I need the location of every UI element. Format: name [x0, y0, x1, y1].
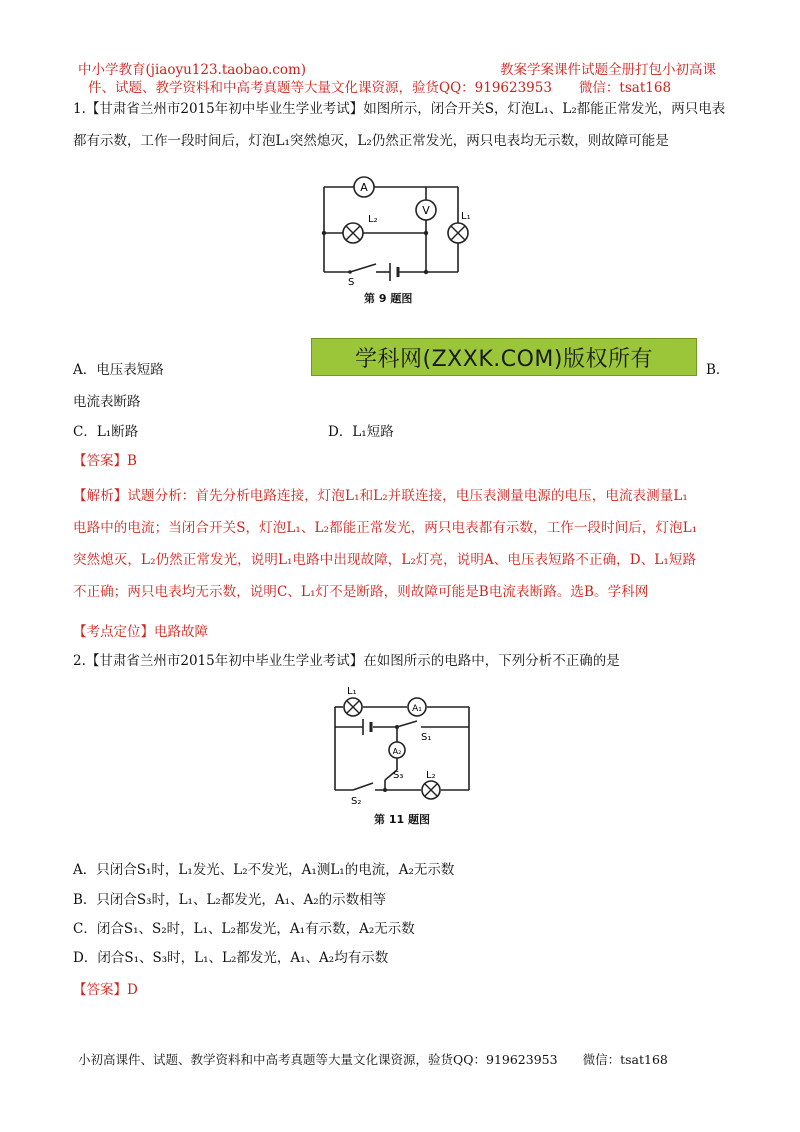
q1-figure-caption: 第 9 题图: [364, 292, 413, 305]
q1-answer: 【答案】B: [73, 453, 137, 469]
q2-label-s2: S₂: [351, 796, 362, 807]
q1-option-b-tail: 电流表断路: [73, 394, 141, 410]
q1-analysis-line4: 不正确；两只电表均无示数，说明C、L₁灯不是断路，则故障可能是B电流表断路。选B。学科网: [73, 584, 649, 600]
q2-label-a2: A₂: [392, 747, 402, 756]
copyright-watermark: 学科网(ZXXK.COM)版权所有: [311, 338, 697, 376]
q2-option-d: D．闭合S₁、S₃时，L₁、L₂都发光，A₁、A₂均有示数: [73, 950, 389, 966]
header-right-line2: 件、试题、教学资料和中高考真题等大量文化课资源，验货QQ：919623953 微信：tsat168: [88, 80, 672, 96]
q1-stem-line2: 都有示数，工作一段时间后，灯泡L₁突然熄灭，L₂仍然正常发光，两只电表均无示数，则故障可能是: [73, 133, 669, 149]
page-footer: 小初高课件、试题、教学资料和中高考真题等大量文化课资源，验货QQ：919623953 微信：tsat168: [78, 1052, 668, 1067]
q2-answer: 【答案】D: [73, 982, 138, 998]
q2-stem: 2.【甘肃省兰州市2015年初中毕业生学业考试】在如图所示的电路中，下列分析不正确的是: [73, 653, 620, 669]
header-left: 中小学教育(jiaoyu123.taobao.com): [78, 62, 307, 78]
q2-label-s3: S₃: [393, 770, 404, 781]
q1-analysis-line2: 电路中的电流；当闭合开关S，灯泡L₁、L₂都能正常发光，两只电表都有示数，工作一段时间后，灯泡L₁: [73, 520, 698, 536]
header-right-line1: 教案学案课件试题全册打包小初高课: [500, 62, 716, 78]
lamp-l1-icon: [448, 223, 468, 243]
q2-label-s1: S₁: [421, 732, 432, 743]
lamp2-label: L₂: [368, 214, 378, 225]
voltmeter-label: V: [422, 204, 430, 217]
q2-figure-caption: 第 11 题图: [374, 813, 430, 826]
q1-option-a: A．电压表短路: [73, 362, 164, 378]
switch-label: S: [348, 277, 355, 288]
ammeter-label: A: [360, 181, 368, 194]
q2-label-l2: L₂: [426, 770, 436, 781]
q2-battery-icon: [363, 719, 371, 735]
q2-option-c: C．闭合S₁、S₂时，L₁、L₂都发光，A₁有示数，A₂无示数: [73, 921, 415, 937]
q1-analysis-line1: 【解析】试题分析：首先分析电路连接，灯泡L₁和L₂并联连接，电压表测量电源的电压，电流表测量L₁: [73, 488, 688, 504]
q2-circuit-diagram: [325, 680, 477, 810]
q1-point: 【考点定位】电路故障: [73, 624, 208, 640]
q1-option-c: C．L₁断路: [73, 424, 139, 440]
q2-lamp-l2-icon: [422, 781, 440, 799]
q2-lamp-l1-icon: [344, 698, 362, 716]
q2-label-a1: A₁: [412, 704, 422, 714]
q1-option-b-head: B．: [706, 362, 730, 378]
q2-option-a: A．只闭合S₁时，L₁发光、L₂不发光，A₁测L₁的电流，A₂无示数: [73, 862, 455, 878]
lamp-l2-icon: [343, 223, 363, 243]
battery-icon: [390, 263, 398, 281]
q1-analysis-line3: 突然熄灭，L₂仍然正常发光，说明L₁电路中出现故障，L₂灯亮，说明A、电压表短路不正确，D、L₁短路: [73, 552, 697, 568]
lamp1-label: L₁: [461, 211, 471, 222]
q1-stem-line1: 1.【甘肃省兰州市2015年初中毕业生学业考试】如图所示，闭合开关S，灯泡L₁、L₂都能正常发光，两只电表: [73, 101, 726, 117]
q1-option-d: D．L₁短路: [328, 424, 394, 440]
q2-option-b: B．只闭合S₃时，L₁、L₂都发光，A₁、A₂的示数相等: [73, 892, 387, 908]
q2-label-l1: L₁: [347, 686, 357, 697]
